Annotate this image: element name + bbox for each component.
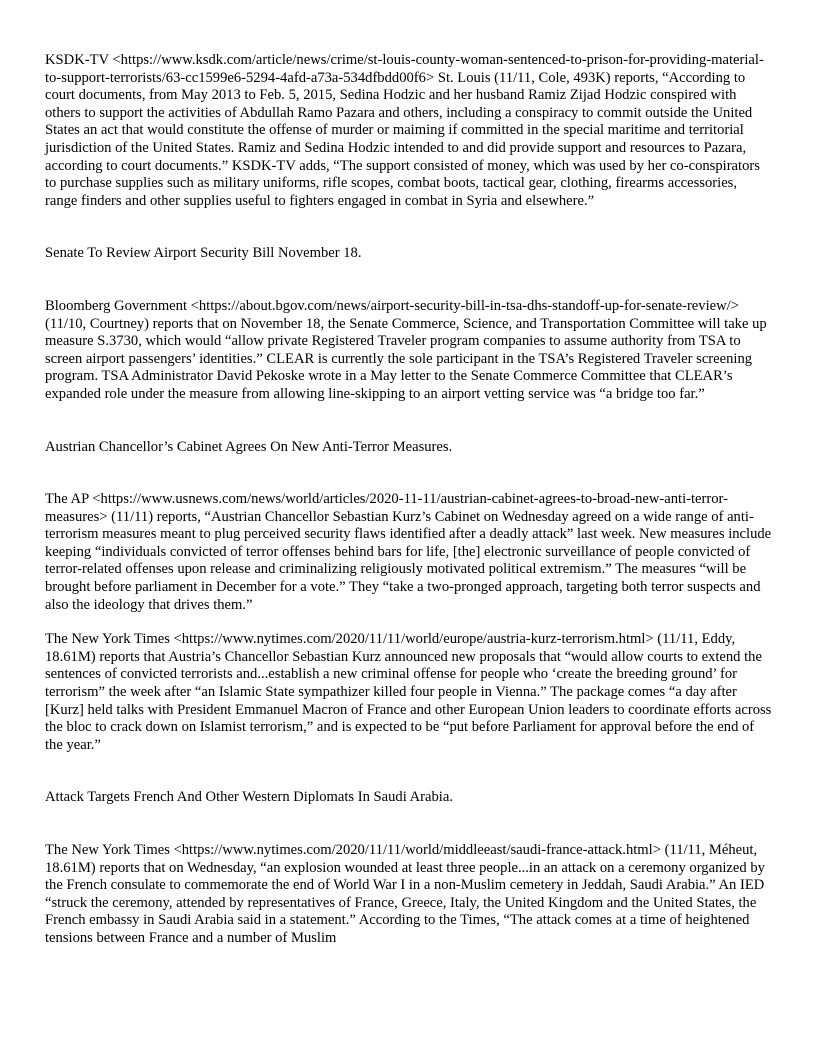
spacer <box>45 404 773 439</box>
spacer <box>45 263 773 298</box>
spacer <box>45 807 773 842</box>
article-paragraph-nyt-saudi: The New York Times <https://www.nytimes.com/2020/11/11/world/middleeast/saudi-france-attack.html> (11/11, Méheut, 18.61M) reports that on Wednesday, “an explosion wounded at least three people...in an attack on a ceremony organized by the French consulate to commemorate the end of World War I in a non-Muslim cemetery in Jeddah, Saudi Arabia.” An IED “struck the ceremony, attended by representatives of France, Greece, Italy, the United Kingdom and the United States, the French embassy in Saudi Arabia said in a statement.” According to the Times, “The attack comes at a time of heightened tensions between France and a number of Muslim <box>45 842 765 946</box>
section-headline-senate-airport: Senate To Review Airport Security Bill November 18. <box>45 245 362 262</box>
article-paragraph-ksdk: KSDK-TV <https://www.ksdk.com/article/news/crime/st-louis-county-woman-sentenced-to-prison-for-providing-material-to-support-terrorists/63-cc1599e6-5294-4afd-a73a-534dfbdd00f6> St. Louis (11/11, Cole, 493K) reports, “According to court documents, from May 2013 to Feb. 5, 2015, Sedina Hodzic and her husband Ramiz Zijad Hodzic conspired with others to support the activities of Abdullah Ramo Pazara and others, including a conspiracy to commit outside the United States an act that would constitute the offense of murder or maiming if committed in the special maritime and territorial jurisdiction of the United States. Ramiz and Sedina Hodzic intended to and did provide support and resources to Pazara, according to court documents.” KSDK-TV adds, “The support consisted of money, which was used by her co-conspirators to purchase supplies such as military uniforms, rifle scopes, combat boots, tactical gear, clothing, firearms accessories, range finders and other supplies useful to fighters engaged in combat in Syria and elsewhere.” <box>45 52 764 209</box>
document-page <box>45 52 773 948</box>
article-paragraph-nyt-austria: The New York Times <https://www.nytimes.com/2020/11/11/world/europe/austria-kurz-terrorism.html> (11/11, Eddy, 18.61M) reports that Austria’s Chancellor Sebastian Kurz announced new proposals that “would allow courts to extend the sentences of convicted terrorists and...establish a new criminal offense for people who ‘create the breeding ground’ for terrorism” the week after “an Islamic State sympathizer killed four people in Vienna.” The package comes “a day after [Kurz] held talks with President Emmanuel Macron of France and other European Union leaders to coordinate efforts across the bloc to crack down on Islamist terrorism,” and is expected to be “put before Parliament for approval before the end of the year.” <box>45 631 772 753</box>
spacer <box>45 456 773 491</box>
section-headline-saudi: Attack Targets French And Other Western Diplomats In Saudi Arabia. <box>45 789 453 806</box>
spacer <box>45 754 773 789</box>
section-headline-austria: Austrian Chancellor’s Cabinet Agrees On New Anti-Terror Measures. <box>45 438 453 455</box>
article-paragraph-bloomberg: Bloomberg Government <https://about.bgov.com/news/airport-security-bill-in-tsa-dhs-standoff-up-for-senate-review/> (11/10, Courtney) reports that on November 18, the Senate Commerce, Science, and Transportation Committee will take up measure S.3730, which would “allow private Registered Traveler program companies to assume authority from TSA to screen airport passengers’ identities.” CLEAR is currently the sole participant in the TSA’s Registered Traveler screening program. TSA Administrator David Pekoske wrote in a May letter to the Senate Commerce Committee that CLEAR’s expanded role under the measure from allowing line-skipping to an airport vetting service was “a bridge too far.” <box>45 297 767 402</box>
article-paragraph-ap: The AP <https://www.usnews.com/news/world/articles/2020-11-11/austrian-cabinet-agrees-to-broad-new-anti-terror-measures> (11/11) reports, “Austrian Chancellor Sebastian Kurz’s Cabinet on Wednesday agreed on a wide range of anti-terrorism measures meant to plug perceived security flaws identified after a deadly attack” last week. New measures include keeping “individuals convicted of terror offenses behind bars for life, [the] electronic surveillance of people convicted of terror-related offenses upon release and criminalizing religiously motivated political extremism.” The measures “will be brought before parliament in December for a vote.” They “take a two-pronged approach, targeting both terror suspects and also the ideology that drives them.” <box>45 491 772 613</box>
spacer <box>45 614 773 631</box>
spacer <box>45 210 773 245</box>
